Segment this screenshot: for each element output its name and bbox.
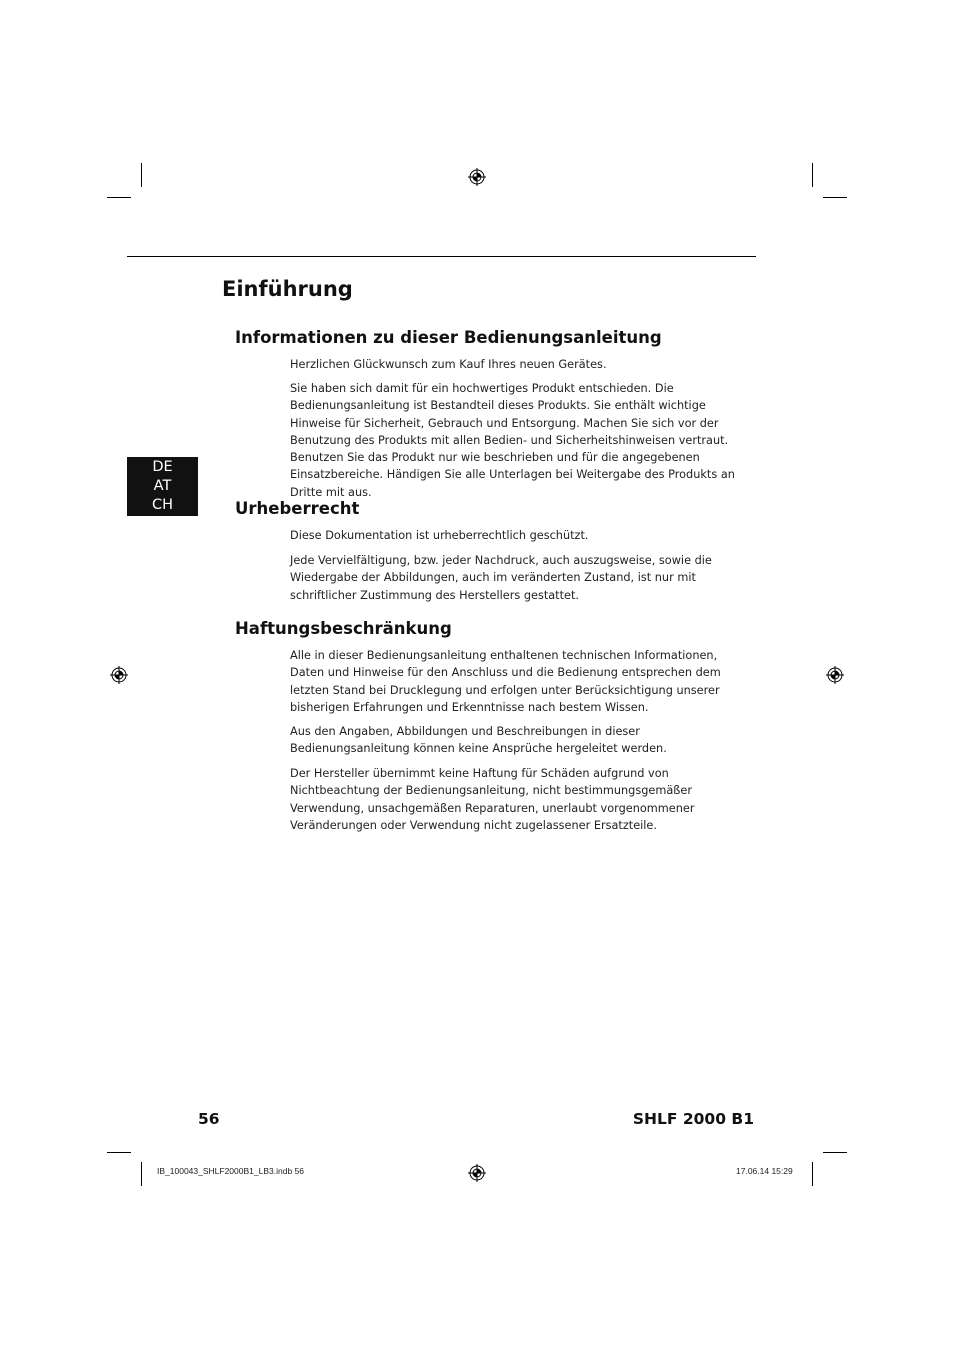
paragraph: Herzlichen Glückwunsch zum Kauf Ihres neuen Gerätes.: [290, 358, 607, 371]
page-number: 56: [198, 1110, 220, 1128]
print-slug-date: 17.06.14 15:29: [736, 1166, 793, 1176]
crop-mark-top-right-horizontal: [823, 197, 847, 198]
paragraph: Aus den Angaben, Abbildungen und Beschreibungen in dieser Bedienungsanleitung können keine Ansprüche hergeleitet werden.: [290, 725, 667, 756]
registration-mark-icon: [468, 168, 486, 186]
model-name: SHLF 2000 B1: [632, 1110, 754, 1128]
paragraph: Der Hersteller übernimmt keine Haftung für Schäden aufgrund von Nichtbeachtung der Bedienungsanleitung, nicht bestimmungsgemäßer Verwendung, unsachgemäßen Reparaturen, unerlaubt vorgenommener Veränderungen oder Verwendung nicht zugelassener Ersatzteile.: [290, 767, 695, 832]
section-heading-urheberrecht: Urheberrecht: [235, 499, 360, 518]
crop-mark-bottom-right-vertical: [812, 1162, 813, 1186]
paragraph: Sie haben sich damit für ein hochwertiges Produkt entschieden. Die Bedienungsanleitung ist Bestandteil dieses Produkts. Sie enthält wichtige Hinweise für Sicherheit, Gebrauch und Entsorgung. Machen Sie sich vor der Benutzung des Produkts mit allen Bedien- und Sicherheitshinweisen vertraut. Benutzen Sie das Produkt nur wie beschrieben und für die angegebenen Einsatzbereiche. Händigen Sie alle Unterlagen bei Weitergabe des Produkts an Dritte mit aus.: [290, 382, 735, 499]
crop-mark-bottom-right-horizontal: [823, 1152, 847, 1153]
language-code-at: AT: [153, 478, 172, 494]
crop-mark-top-left-horizontal: [107, 197, 131, 198]
language-code-ch: CH: [151, 497, 174, 513]
registration-mark-icon: [468, 1164, 486, 1182]
crop-mark-top-left-vertical: [141, 163, 142, 187]
crop-mark-bottom-left-vertical: [141, 1162, 142, 1186]
registration-mark-icon: [826, 666, 844, 684]
section-heading-informationen: Informationen zu dieser Bedienungsanleitung: [235, 328, 662, 347]
language-tab: [127, 457, 198, 516]
paragraph: Jede Vervielfältigung, bzw. jeder Nachdruck, auch auszugsweise, sowie die Wiedergabe der Abbildungen, auch im veränderten Zustand, ist nur mit schriftlicher Zustimmung des Herstellers gestattet.: [290, 554, 712, 602]
crop-mark-top-right-vertical: [812, 163, 813, 187]
language-code-de: DE: [152, 459, 173, 475]
crop-mark-bottom-left-horizontal: [107, 1152, 131, 1153]
print-slug-file: IB_100043_SHLF2000B1_LB3.indb 56: [157, 1166, 304, 1176]
section-heading-haftungsbeschraenkung: Haftungsbeschränkung: [235, 619, 452, 638]
header-rule: [127, 256, 756, 257]
paragraph: Diese Dokumentation ist urheberrechtlich geschützt.: [290, 529, 589, 542]
registration-mark-icon: [110, 666, 128, 684]
page-title: Einführung: [222, 277, 353, 301]
paragraph: Alle in dieser Bedienungsanleitung enthaltenen technischen Informationen, Daten und Hinweise für den Anschluss und die Bedienung entsprechen dem letzten Stand bei Drucklegung und erfolgen unter Berücksichtigung unserer bisherigen Erfahrungen und Erkenntnisse nach bestem Wissen.: [290, 649, 721, 714]
